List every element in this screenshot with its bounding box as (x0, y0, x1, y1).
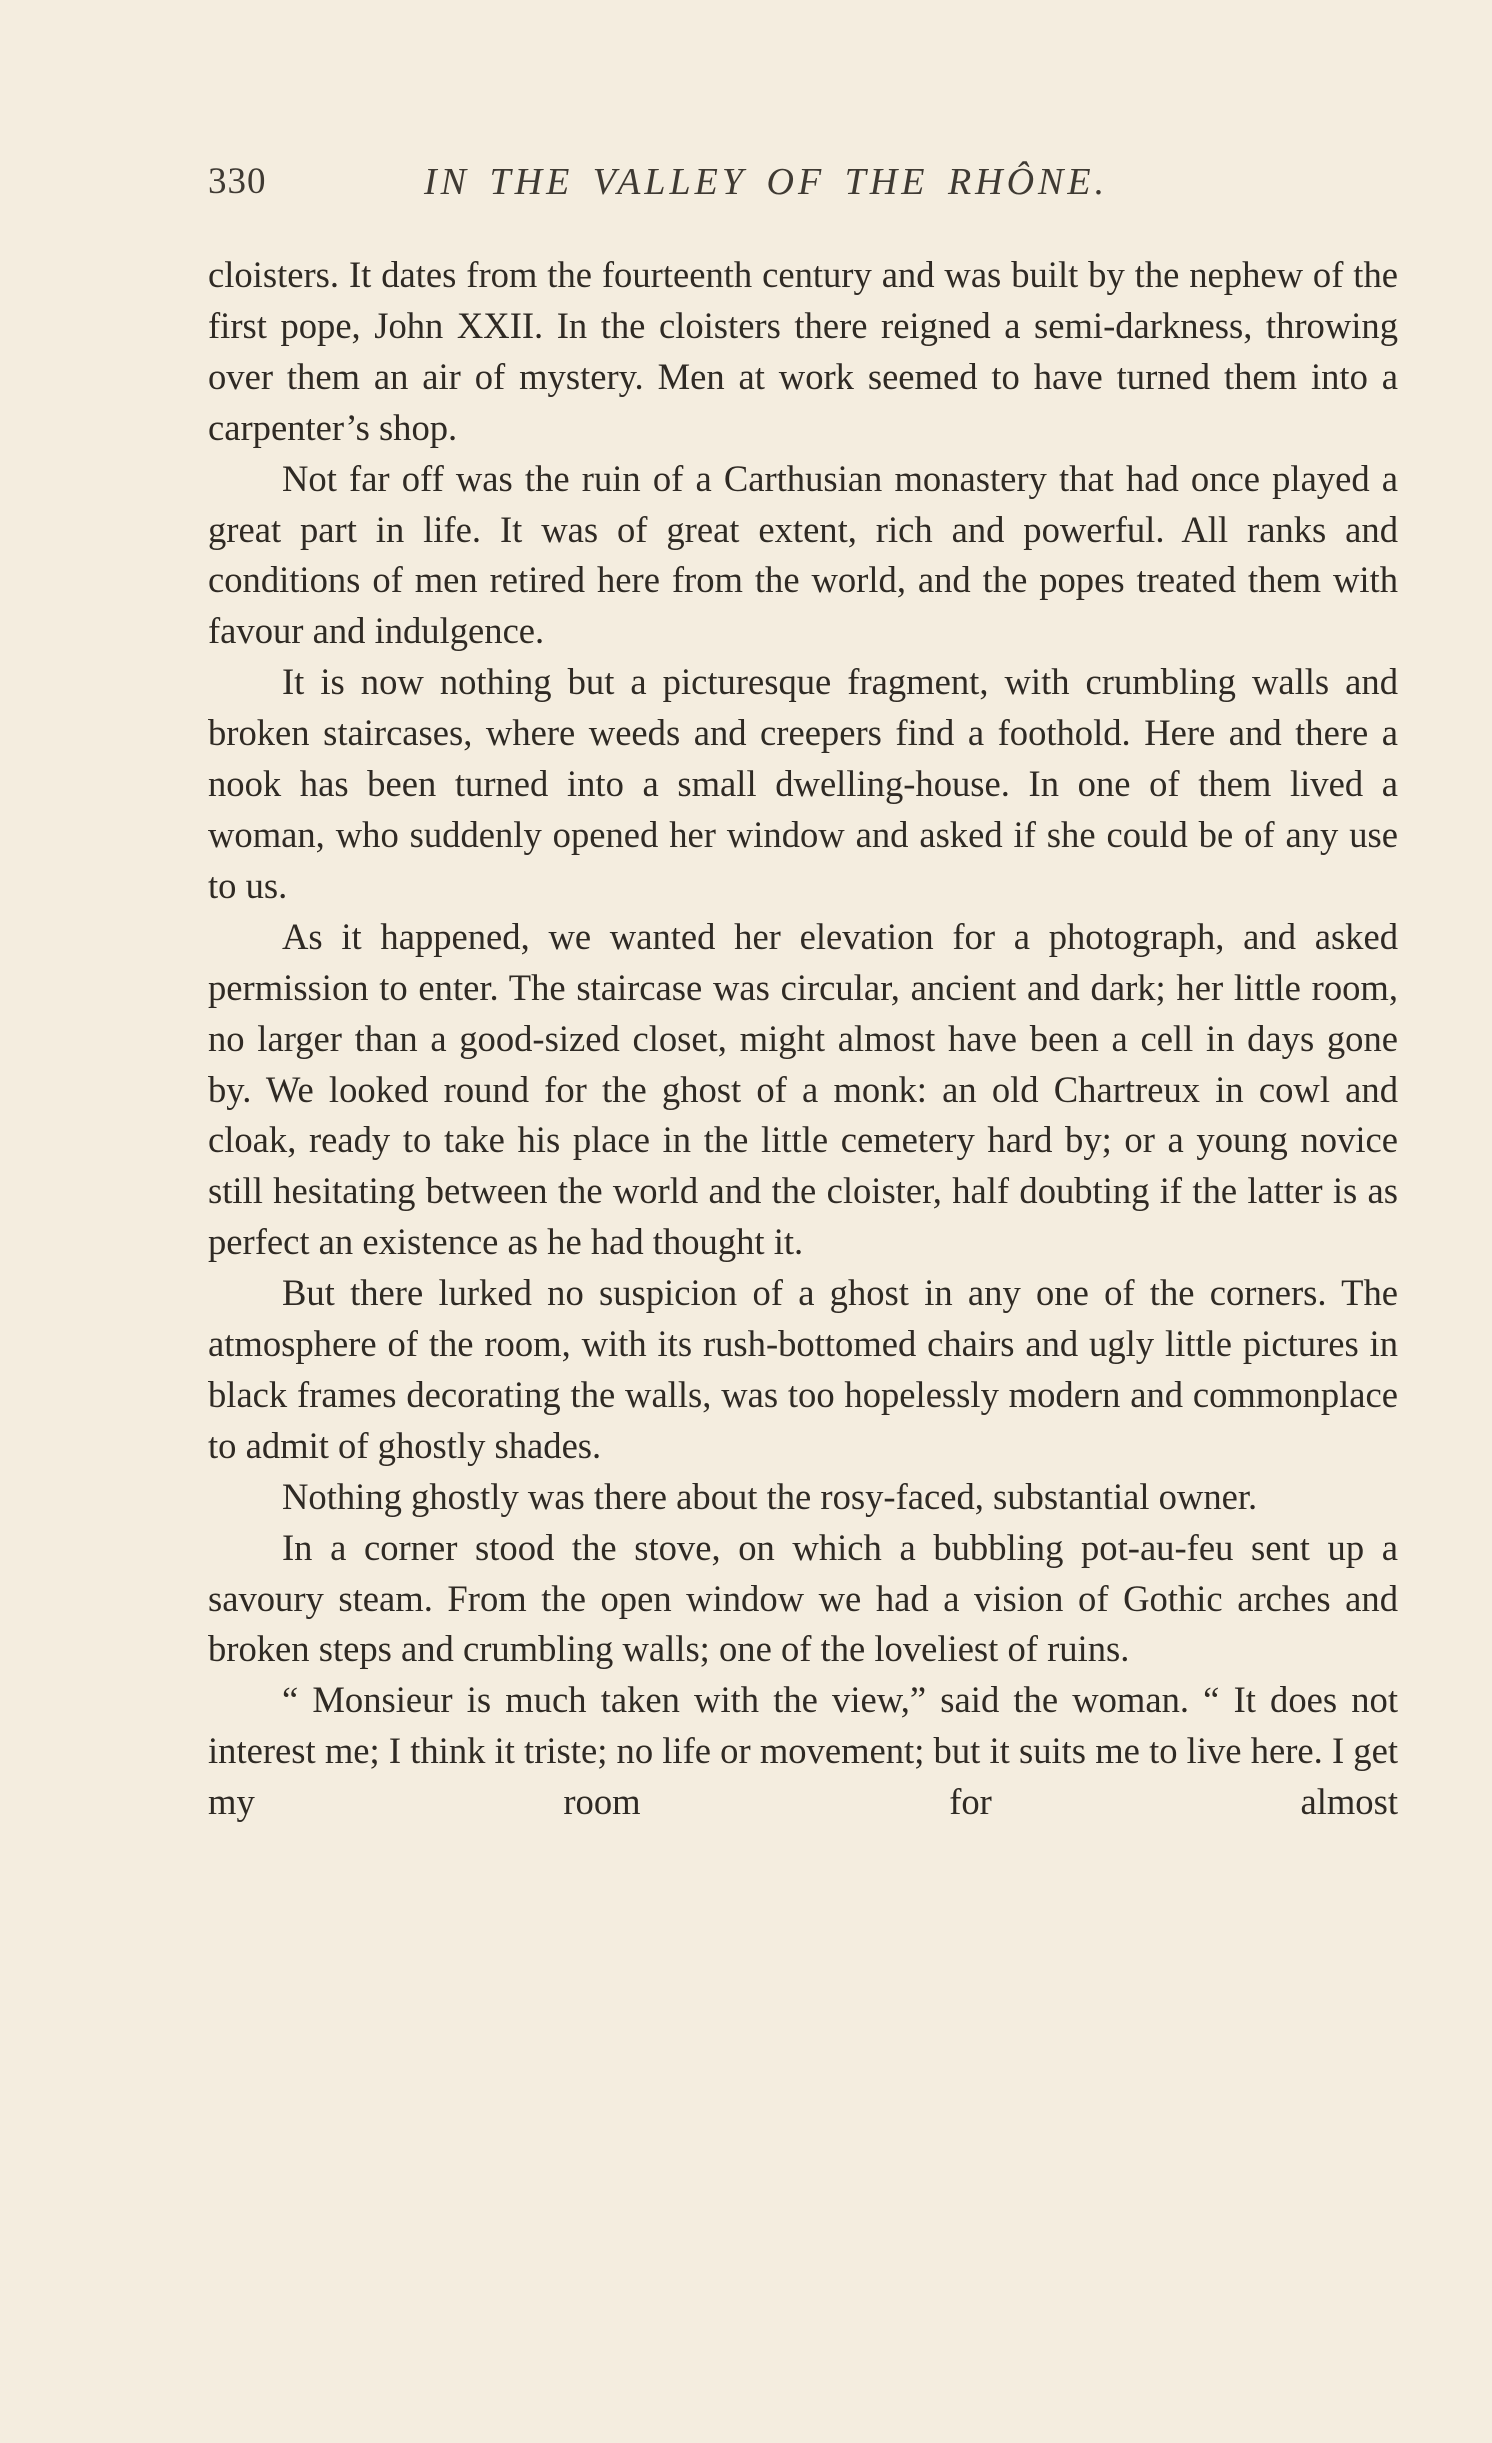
paragraph-5: But there lurked no suspicion of a ghost in any one of the corners. The atmosphere of the room, with its rush-bottomed chairs and ugly little pictures in black frames decorating the walls, was too hopelessly modern and commonplace to admit of ghostly shades. (208, 1272, 1398, 1466)
paragraph-1: cloisters. It dates from the fourteenth century and was built by the nephew of the first pope, John XXII. In the cloisters there reigned a semi-darkness, throwing over them an air of mystery. Men at work seemed to have turned them into a carpenter’s shop. (208, 254, 1398, 448)
paragraph-2: Not far off was the ruin of a Carthusian monastery that had once played a great part in life. It was of great extent, rich and powerful. All ranks and conditions of men retired here from the world, and the popes treated them with favour and indulgence. (208, 457, 1398, 652)
body-text (208, 250, 1398, 1828)
paragraph-6: Nothing ghostly was there about the rosy-faced, substantial owner. (282, 1475, 1258, 1517)
page-header (208, 160, 1408, 220)
paragraph-4: As it happened, we wanted her elevation for a photograph, and asked permission to enter. The staircase was circular, ancient and dark; her little room, no larger than a good-sized closet, might almost have been a cell in days gone by. We looked round for the ghost of a monk: an old Chartreux in cowl and cloak, ready to take his place in the little cemetery hard by; or a young novice still hesitating between the world and the cloister, half doubting if the latter is as perfect an existence as he had thought it. (208, 915, 1398, 1263)
running-title: IN THE VALLEY OF THE RHÔNE. (424, 161, 1109, 203)
paragraph-7: In a corner stood the stove, on which a bubbling pot-au-feu sent up a savoury steam. From the open window we had a vision of Gothic arches and broken steps and crumbling walls; one of the loveliest of ruins. (208, 1526, 1398, 1670)
paragraph-8: “ Monsieur is much taken with the view,” said the woman. “ It does not interest me; I think it triste; no life or movement; but it suits me to live here. I get my room for almost (208, 1679, 1398, 1823)
paragraph-3: It is now nothing but a picturesque fragment, with crumbling walls and broken staircases, where weeds and creepers find a foothold. Here and there a nook has been turned into a small dwelling-house. In one of them lived a woman, who suddenly opened her window and asked if she could be of any use to us. (208, 661, 1398, 906)
page-number: 330 (208, 161, 267, 202)
